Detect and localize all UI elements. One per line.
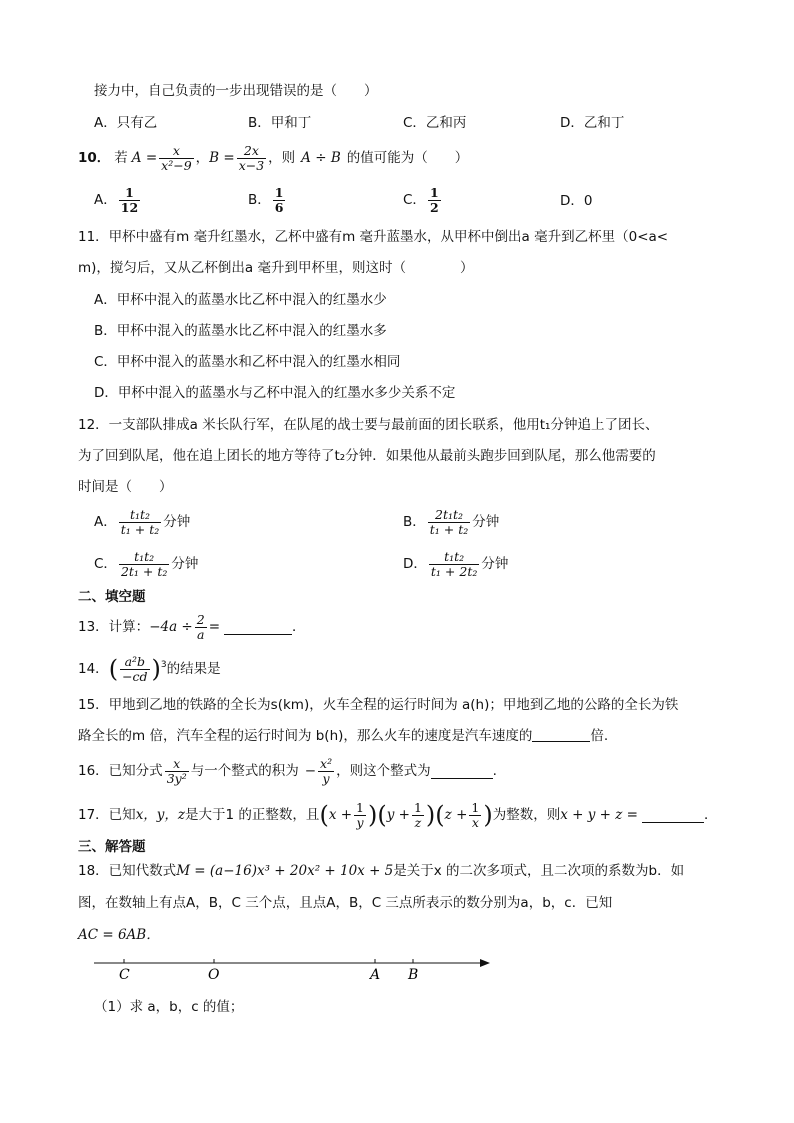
q10-tail: 的值可能为（ ） <box>346 150 469 166</box>
q10-comma: ， <box>195 150 210 166</box>
q10-b-den: x−3 <box>238 157 265 173</box>
q17-tail: 为整数，则 <box>492 807 561 823</box>
q18-line-2: 图，在数轴上有点A，B，C 三个点，且点A，B，C 三点所表示的数分别为a，b，c．已知 <box>78 895 613 911</box>
label-c: C <box>119 967 130 983</box>
q11-option-b: B．甲杯中混入的蓝墨水比乙杯中混入的红墨水多 <box>94 323 387 339</box>
q17 <box>78 796 717 834</box>
q17-sum: x + y + z = <box>560 807 638 823</box>
q10-stem <box>78 142 468 174</box>
q10-option-b-num: 1 <box>274 184 284 200</box>
q10-a-eq: A = <box>131 150 158 166</box>
q12-option-b-fraction <box>428 508 471 537</box>
q16-answer-blank[interactable] <box>431 764 493 779</box>
q14-fraction <box>120 655 149 684</box>
q12-option-c <box>94 545 198 583</box>
q13-frac-num: 2 <box>196 611 205 627</box>
q10-a-num: x <box>172 142 180 158</box>
q10-ruo: 若 <box>114 150 128 166</box>
label-a: A <box>370 967 381 983</box>
q12-option-c-num: t₁t₂ <box>134 548 155 564</box>
q10-b-fraction <box>237 144 266 173</box>
q12-option-b <box>403 503 499 541</box>
q15-line-2-text: 路全长的m 倍，汽车全程的运行时间为 b(h)，那么火车的速度是汽车速度的 <box>78 728 533 744</box>
q13-expr: −4a ÷ <box>149 619 193 635</box>
q10-option-c-num: 1 <box>429 184 439 200</box>
q11-option-a: A．甲杯中混入的蓝墨水比乙杯中混入的红墨水少 <box>94 292 387 308</box>
q12-line-3: 时间是（ ） <box>78 479 173 495</box>
q16-end: . <box>492 763 497 779</box>
q15-answer-blank[interactable] <box>532 727 590 742</box>
q10-b-num: 2x <box>243 142 259 158</box>
q18-line-3: AC = 6AB． <box>78 927 160 943</box>
q13-answer-blank[interactable] <box>224 620 292 635</box>
q11-option-c: C．甲杯中混入的蓝墨水和乙杯中混入的红墨水相同 <box>94 354 401 370</box>
q12-option-d-unit: 分钟 <box>481 556 509 572</box>
q16-fraction-1 <box>165 757 189 786</box>
q10-option-a-den: 12 <box>120 199 139 215</box>
q14-tail: 的结果是 <box>166 661 221 677</box>
q12-option-a-num: t₁t₂ <box>129 506 151 522</box>
q9-option-c: C．乙和丙 <box>403 115 467 131</box>
q16-frac2-num: x² <box>320 755 333 771</box>
q16-fraction-2 <box>318 757 334 786</box>
q11-option-d: D．甲杯中混入的蓝墨水与乙杯中混入的红墨水多少关系不定 <box>94 385 456 401</box>
q10-then: ，则 <box>268 150 296 166</box>
q10-a-fraction <box>159 144 194 173</box>
q10-option-c-label: C． <box>403 192 426 208</box>
q12-option-d <box>403 545 508 583</box>
q18-polynomial: M = (a−16)x³ + 20x² + 10x + 5 <box>176 863 394 879</box>
q10-number: 10． <box>78 150 111 166</box>
q14-frac-num: a²b <box>124 653 146 669</box>
section-fill-in-heading: 二、填空题 <box>78 589 146 605</box>
q17-end: ． <box>703 807 718 823</box>
q10-option-b-den: 6 <box>274 199 284 215</box>
q14-right-paren: ) <box>151 655 161 683</box>
q16-neg: − <box>304 763 317 779</box>
q12-option-b-label: B． <box>403 514 426 530</box>
q15-end: 倍. <box>590 728 609 744</box>
q10-expr: A ÷ B <box>301 150 341 166</box>
q10-option-c <box>403 184 443 216</box>
q12-option-c-fraction <box>119 550 169 579</box>
q12-option-d-label: D． <box>403 556 427 572</box>
q12-line-2: 为了回到队尾，他在追上团长的地方等待了t₂分钟．如果他从最前头跑步回到队尾，那么他需要的 <box>78 448 656 464</box>
q9-option-a: A．只有乙 <box>94 115 158 131</box>
q13-end: ． <box>292 619 306 635</box>
q12-option-a-fraction <box>119 508 162 537</box>
q16-prefix: 16．已知分式 <box>78 763 163 779</box>
q13-frac-den: a <box>197 626 205 642</box>
q15-line-1: 15．甲地到乙地的铁路的全长为s(km)，火车全程的运行时间为 a(h)；甲地到乙地的公路的全长为铁 <box>78 697 679 713</box>
q12-option-a-label: A． <box>94 514 117 530</box>
q14 <box>78 650 221 688</box>
label-b: B <box>408 967 419 983</box>
q13-prefix: 13．计算： <box>78 619 150 635</box>
q12-option-d-fraction <box>429 550 479 579</box>
q9-option-d: D．乙和丁 <box>560 115 625 131</box>
number-line-arrow <box>480 959 490 967</box>
q16-tail: ，则这个整式为 <box>336 763 431 779</box>
q18-line-1 <box>78 862 684 880</box>
q10-option-a <box>94 184 142 216</box>
q10-option-a-label: A． <box>94 192 117 208</box>
q11-line-1: 11．甲杯中盛有m 毫升红墨水，乙杯中盛有m 毫升蓝墨水，从甲杯中倒出a 毫升到乙杯里（0<a< <box>78 229 669 245</box>
q17-prefix: 17．已知 <box>78 807 136 823</box>
q16 <box>78 752 497 790</box>
q10-option-b-fraction <box>273 186 286 215</box>
q16-mid: 与一个整式的积为 <box>190 763 299 779</box>
q12-option-a-unit: 分钟 <box>163 514 191 530</box>
q16-frac1-num: x <box>173 755 181 771</box>
q16-frac1-den: 3y² <box>166 770 187 786</box>
q10-option-c-fraction <box>428 186 441 215</box>
q14-left-paren: ( <box>108 655 119 683</box>
q18-sub-1: （1）求 a，b，c 的值； <box>94 999 244 1015</box>
q12-option-b-den: t₁ + t₂ <box>429 521 469 537</box>
q15-line-2 <box>78 727 608 745</box>
q18-line-1a: 18．已知代数式 <box>78 863 177 879</box>
q10-option-b <box>248 184 287 216</box>
q18-line-1b: 是关于x 的二次多项式，且二次项的系数为b．如 <box>393 863 685 879</box>
q12-option-b-unit: 分钟 <box>472 514 500 530</box>
q12-option-a <box>94 503 190 541</box>
q10-option-c-den: 2 <box>429 199 439 215</box>
q12-line-1: 12．一支部队排成a 米长队行军，在队尾的战士要与最前面的团长联系，他用t₁分钟追上了团长、 <box>78 417 659 433</box>
q12-option-d-num: t₁t₂ <box>444 548 465 564</box>
q12-option-b-num: 2t₁t₂ <box>435 506 464 522</box>
q11-line-2: m)，搅匀后，又从乙杯倒出a 毫升到甲杯里，则这时（ ） <box>78 260 474 276</box>
q10-option-a-fraction <box>119 186 140 215</box>
q13-eq: = <box>208 619 221 635</box>
q12-option-c-unit: 分钟 <box>171 556 199 572</box>
q17-mid: 是大于1 的正整数，且 <box>185 807 320 823</box>
number-line <box>90 950 500 986</box>
q17-product: ( x + $\frac{1}{y}$ ) ( y + $\frac{1}{z}$ ) ( z + $\frac{1}{x}$ ) <box>319 799 493 830</box>
q10-a-den: x²−9 <box>161 157 192 173</box>
q17-vars: x，y，z <box>135 807 186 823</box>
q12-option-c-den: 2t₁ + t₂ <box>120 563 168 579</box>
q14-frac-den: −cd <box>122 668 148 684</box>
q10-option-a-num: 1 <box>125 184 134 200</box>
q10-option-b-label: B． <box>248 192 271 208</box>
q14-power: 3 <box>160 660 167 670</box>
q12-option-a-den: t₁ + t₂ <box>120 521 160 537</box>
q17-answer-blank[interactable] <box>642 808 704 823</box>
q12-option-c-label: C． <box>94 556 117 572</box>
q9-stem-tail: 接力中，自己负责的一步出现错误的是（ ） <box>94 83 378 99</box>
label-o: O <box>208 967 220 983</box>
q13 <box>78 608 306 646</box>
q14-prefix: 14． <box>78 661 109 677</box>
q13-fraction <box>195 613 207 642</box>
q16-frac2-den: y <box>322 770 330 786</box>
section-answer-heading: 三、解答题 <box>78 839 146 855</box>
q10-option-d: D．0 <box>560 193 593 209</box>
q12-option-d-den: t₁ + 2t₂ <box>430 563 478 579</box>
q10-b-eq: B = <box>209 150 235 166</box>
q9-option-b: B．甲和丁 <box>248 115 312 131</box>
